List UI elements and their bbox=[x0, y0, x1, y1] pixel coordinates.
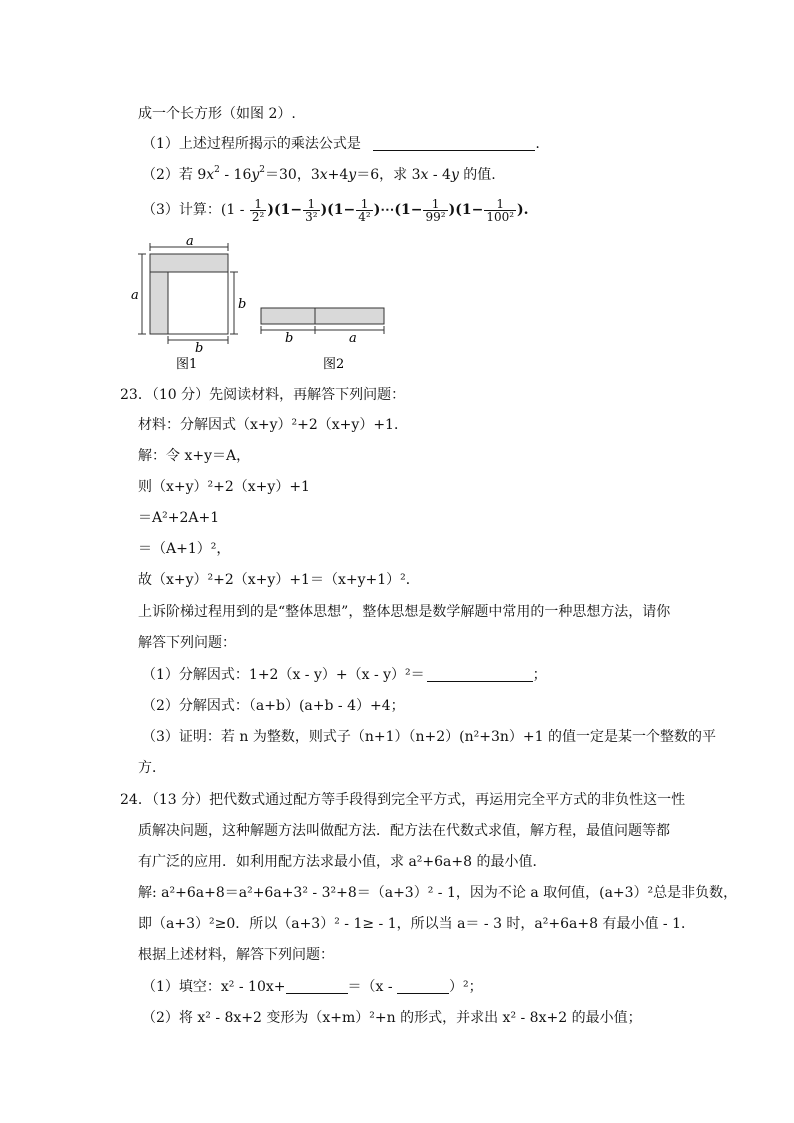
q24-part1-text: ＝（x - bbox=[347, 979, 398, 995]
answer-blank[interactable] bbox=[397, 979, 449, 994]
q24-title: 24．（13 分）把代数式通过配方等手段得到完全平方式，再运用完全平方式的非负性这一性 bbox=[120, 792, 686, 808]
label-a-fig2: a bbox=[349, 331, 357, 346]
q23-part1-text: （1）分解因式：1+2（x - y）+（x - y）²＝ bbox=[142, 667, 425, 683]
fraction bbox=[484, 198, 516, 223]
paren: )(1− bbox=[448, 202, 484, 218]
paren: )(1− bbox=[267, 202, 303, 218]
q22-part2-text: ＝30，3 bbox=[265, 167, 320, 183]
shaded-left-strip bbox=[150, 272, 168, 334]
q22-part1-end: . bbox=[535, 136, 540, 152]
denominator: 100² bbox=[486, 209, 515, 224]
denominator: 3² bbox=[305, 209, 318, 224]
shaded-top-strip bbox=[150, 254, 228, 272]
fraction bbox=[356, 198, 372, 223]
q23-part3: （3）证明：若 n 为整数，则式子（n+1）（n+2）(n²+3n）+1 的值一定是某一个整数的平 bbox=[142, 729, 716, 745]
q23-part2: （2）分解因式：（a+b）(a+b - 4）+4； bbox=[142, 698, 405, 714]
numerator: 1 bbox=[303, 198, 319, 211]
answer-blank[interactable] bbox=[286, 979, 348, 994]
q23-solution-line: 故（x+y）²+2（x+y）+1＝（x+y+1）²． bbox=[138, 572, 420, 588]
label-b-bottom: b bbox=[195, 341, 204, 356]
q24-part2: （2）将 x² - 8x+2 变形为（x+m）²+n 的形式，并求出 x² - 8x+2 的最小值； bbox=[142, 1010, 642, 1026]
numerator: 1 bbox=[423, 198, 447, 211]
figure-2 bbox=[261, 308, 384, 372]
q22-part2-text: ＝6，求 3 bbox=[356, 167, 421, 183]
numerator: 1 bbox=[356, 198, 372, 211]
fraction bbox=[250, 198, 266, 223]
denominator: 99² bbox=[425, 209, 446, 224]
numerator: 1 bbox=[250, 198, 266, 211]
q22-part2-text: +4 bbox=[327, 167, 349, 183]
denominator: 4² bbox=[358, 209, 371, 224]
answer-blank[interactable] bbox=[373, 136, 535, 151]
q24-part1-text: ）²； bbox=[449, 979, 483, 995]
denominator: 2² bbox=[251, 209, 265, 224]
var: x bbox=[420, 167, 429, 183]
q23-solution-line: ＝A²+2A+1 bbox=[138, 510, 220, 526]
var: x bbox=[206, 167, 215, 183]
numerator: 1 bbox=[484, 198, 516, 211]
continuation-text: 成一个长方形（如图 2）. bbox=[138, 106, 296, 122]
figure-2-caption: 图2 bbox=[323, 357, 345, 372]
q24-solution: 即（a+3）²≥0．所以（a+3）² - 1≥ - 1，所以当 a＝ - 3 时，a²+6a+8 有最小值 - 1． bbox=[138, 916, 695, 932]
paren: )⋯(1− bbox=[373, 202, 423, 218]
long-rectangle bbox=[261, 308, 384, 324]
q23-description: 上诉阶梯过程用到的是“整体思想”，整体思想是数学解题中常用的一种思想方法，请你 bbox=[138, 604, 671, 620]
q24-text: 质解决问题，这种解题方法叫做配方法．配方法在代数式求值，解方程，最值问题等都 bbox=[138, 823, 670, 839]
q22-part2-text: （2）若 9 bbox=[142, 167, 207, 183]
exponent: 2 bbox=[259, 165, 266, 175]
q23-part1 bbox=[142, 666, 547, 684]
figure-1-caption: 图1 bbox=[176, 357, 198, 372]
fraction bbox=[423, 198, 447, 223]
fraction bbox=[303, 198, 319, 223]
q22-part2-text: 的值. bbox=[458, 167, 496, 183]
q24-text: 有广泛的应用．如利用配方法求最小值，求 a²+6a+8 的最小值． bbox=[138, 854, 547, 870]
q23-solution-line: ＝（A+1）²， bbox=[138, 541, 231, 557]
q23-title: 23．（10 分）先阅读材料，再解答下列问题： bbox=[120, 387, 406, 403]
var: y bbox=[450, 167, 459, 183]
q23-part1-end: ； bbox=[532, 667, 547, 683]
var: x bbox=[319, 167, 328, 183]
q22-part2-text: - 16 bbox=[219, 167, 252, 183]
answer-blank[interactable] bbox=[427, 667, 533, 682]
q24-part1-text: （1）填空：x² - 10x+ bbox=[142, 979, 286, 995]
inner-square bbox=[168, 272, 228, 334]
q22-part2 bbox=[142, 166, 496, 184]
figure-1 bbox=[131, 234, 246, 372]
paren: ). bbox=[517, 202, 529, 218]
var: y bbox=[251, 167, 260, 183]
figure-diagram bbox=[128, 234, 398, 374]
q22-part3-label: （3）计算：(1 - bbox=[142, 202, 249, 218]
label-a-left: a bbox=[131, 288, 139, 303]
q23-solution-line: 解：令 x+y＝A， bbox=[138, 448, 251, 464]
q22-part1 bbox=[142, 135, 540, 153]
q23-material: 材料：分解因式（x+y）²+2（x+y）+1． bbox=[138, 417, 408, 433]
q23-solution-line: 则（x+y）²+2（x+y）+1 bbox=[138, 479, 310, 495]
label-b-fig2: b bbox=[285, 331, 294, 346]
paren: )(1− bbox=[320, 202, 356, 218]
q24-intro: 根据上述材料，解答下列问题： bbox=[138, 947, 334, 963]
var: y bbox=[348, 167, 357, 183]
label-a-top: a bbox=[186, 234, 194, 249]
q22-part2-text: - 4 bbox=[428, 167, 451, 183]
q23-part3-continued: 方． bbox=[138, 760, 166, 776]
q22-part3 bbox=[142, 196, 529, 224]
exponent: 2 bbox=[214, 165, 220, 175]
q24-solution: 解: a²+6a+8＝a²+6a+3² - 3²+8＝（a+3）² - 1，因为不论 a 取何值，(a+3）²总是非负数， bbox=[138, 885, 738, 901]
q24-part1 bbox=[142, 978, 483, 996]
q23-description: 解答下列问题： bbox=[138, 635, 236, 651]
q22-part1-label: （1）上述过程所揭示的乘法公式是 bbox=[142, 136, 361, 152]
label-b-right: b bbox=[238, 297, 247, 312]
